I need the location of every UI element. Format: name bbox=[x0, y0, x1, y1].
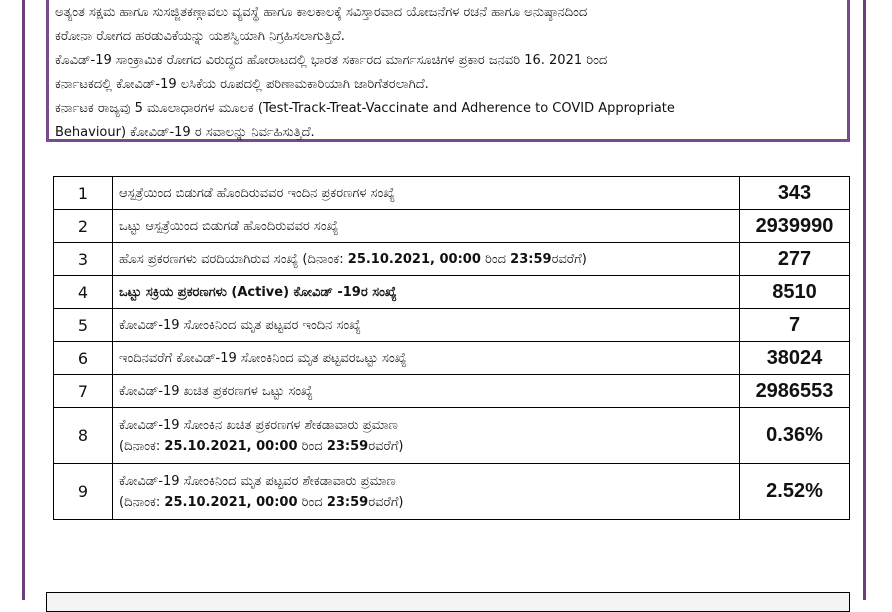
intro-line: ಕರ್ನಾಟಕದಲ್ಲಿ ಕೋವಿಡ್-19 ಲಸಿಕೆಯ ರೂಪದಲ್ಲಿ ಪರಿಣಾಮಕಾರಿಯಾಗಿ ಜಾರಿಗೆತರಲಾಗಿದೆ. bbox=[55, 77, 429, 92]
intro-line: ಕರ್ನಾಟಕ ರಾಜ್ಯವು 5 ಮೂಲಾಧಾರಗಳ ಮೂಲಕ (Test-Track-Treat-Vaccinate and Adherence to COVID Appropriate bbox=[55, 101, 675, 116]
table-row bbox=[54, 408, 850, 464]
date-text: 25.10.2021, 00:00 bbox=[164, 438, 298, 454]
time-text: 23:59 bbox=[326, 494, 369, 510]
desc-text: ರವರೆಗೆ) bbox=[551, 251, 587, 267]
row-description bbox=[113, 408, 740, 464]
intro-line: ಕರೋನಾ ರೋಗದ ಹರಡುವಿಕೆಯನ್ನು ಯಶಸ್ವಿಯಾಗಿ ನಿಗ್ರಹಿಸಲಾಗುತ್ತಿದೆ. bbox=[55, 29, 345, 44]
date-range bbox=[119, 439, 733, 454]
table-row bbox=[54, 177, 850, 210]
row-description: ಆಸ್ಪತ್ರೆಯಿಂದ ಬಿಡುಗಡೆ ಹೊಂದಿರುವವರ ಇಂದಿನ ಪ್ರಕರಣಗಳ ಸಂಖ್ಯೆ bbox=[113, 177, 740, 210]
row-value: 343 bbox=[740, 177, 850, 210]
desc-text: (ದಿನಾಂಕ: bbox=[119, 494, 165, 510]
page-border-right bbox=[863, 0, 866, 600]
row-value: 0.36% bbox=[740, 408, 850, 464]
table-row bbox=[54, 342, 850, 375]
time-text: 23:59 bbox=[326, 438, 369, 454]
intro-box bbox=[46, 0, 850, 142]
row-description: ಒಟ್ಟು ಆಸ್ಪತ್ರೆಯಿಂದ ಬಿಡುಗಡೆ ಹೊಂದಿರುವವರ ಸಂಖ್ಯೆ bbox=[113, 210, 740, 243]
row-number: 4 bbox=[54, 276, 113, 309]
row-number: 6 bbox=[54, 342, 113, 375]
desc-text: ರಿಂದ bbox=[297, 494, 327, 510]
row-number: 2 bbox=[54, 210, 113, 243]
row-description: ಕೋವಿಡ್-19 ಸೋಂಕಿನಿಂದ ಮೃತ ಪಟ್ಟವರ ಇಂದಿನ ಸಂಖ್ಯೆ bbox=[113, 309, 740, 342]
desc-text: ರವರೆಗೆ) bbox=[368, 494, 404, 510]
desc-text: ಕೋವಿಡ್-19 ಸೋಂಕಿನ ಖಚಿತ ಪ್ರಕರಣಗಳ ಶೇಕಡಾವಾರು ಪ್ರಮಾಣ bbox=[119, 417, 398, 433]
table-row bbox=[54, 375, 850, 408]
desc-text: ರಿಂದ bbox=[297, 438, 327, 454]
row-number: 1 bbox=[54, 177, 113, 210]
desc-text: (ದಿನಾಂಕ: bbox=[119, 438, 165, 454]
row-description bbox=[113, 464, 740, 520]
row-description bbox=[113, 243, 740, 276]
row-number: 8 bbox=[54, 408, 113, 464]
row-description bbox=[113, 276, 740, 309]
row-value: 2986553 bbox=[740, 375, 850, 408]
intro-line: ಅತ್ಯಂತ ಸಕ್ಷಮ ಹಾಗೂ ಸುಸಜ್ಜಿತಕಣ್ಗಾವಲು ವ್ಯವಸ್ಥೆ ಹಾಗೂ ಕಾಲಕಾಲಕ್ಕೆ ಸವಿಸ್ತಾರವಾದ ಯೋಜನೆಗಳ ರಚನೆ ಹಾಗೂ ಅನುಷ್ಠಾನದಿಂದ bbox=[55, 5, 588, 20]
desc-text: ರಿಂದ bbox=[480, 251, 511, 267]
table-row bbox=[54, 243, 850, 276]
table-row bbox=[54, 309, 850, 342]
next-table-header bbox=[46, 592, 850, 612]
intro-line: Behaviour) ಕೋವಿಡ್-19 ರ ಸವಾಲನ್ನು ನಿರ್ವಹಿಸುತ್ತಿದೆ. bbox=[55, 125, 315, 140]
time-text: 23:59 bbox=[510, 251, 552, 267]
date-range bbox=[119, 495, 733, 510]
row-value: 2.52% bbox=[740, 464, 850, 520]
desc-text: ಹೊಸ ಪ್ರಕರಣಗಳು ವರದಿಯಾಗಿರುವ ಸಂಖ್ಯೆ (ದಿನಾಂಕ: bbox=[119, 251, 348, 267]
row-value: 277 bbox=[740, 243, 850, 276]
row-value: 38024 bbox=[740, 342, 850, 375]
row-value: 8510 bbox=[740, 276, 850, 309]
date-text: 25.10.2021, 00:00 bbox=[347, 251, 481, 267]
row-value: 7 bbox=[740, 309, 850, 342]
table-row bbox=[54, 276, 850, 309]
desc-text: ರವರೆಗೆ) bbox=[368, 438, 404, 454]
desc-text: ಒಟ್ಟು ಸಕ್ರಿಯ ಪ್ರಕರಣಗಳು (Active) ಕೋವಿಡ್ -19ರ ಸಂಖ್ಯೆ bbox=[119, 284, 397, 300]
table-row bbox=[54, 464, 850, 520]
row-description: ಇಂದಿನವರೆಗೆ ಕೋವಿಡ್-19 ಸೋಂಕಿನಿಂದ ಮೃತ ಪಟ್ಟವರಒಟ್ಟು ಸಂಖ್ಯೆ bbox=[113, 342, 740, 375]
table-row bbox=[54, 210, 850, 243]
date-text: 25.10.2021, 00:00 bbox=[164, 494, 298, 510]
covid-stats-table bbox=[53, 176, 850, 520]
page-border-left bbox=[22, 0, 25, 600]
row-description: ಕೋವಿಡ್-19 ಖಚಿತ ಪ್ರಕರಣಗಳ ಒಟ್ಟು ಸಂಖ್ಯೆ bbox=[113, 375, 740, 408]
row-number: 9 bbox=[54, 464, 113, 520]
row-number: 3 bbox=[54, 243, 113, 276]
intro-line: ಕೊವಿಡ್-19 ಸಾಂಕ್ರಾಮಿಕ ರೋಗದ ವಿರುದ್ಧದ ಹೋರಾಟದಲ್ಲಿ ಭಾರತ ಸರ್ಕಾರದ ಮಾರ್ಗಸೂಚಿಗಳ ಪ್ರಕಾರ ಜನವರಿ 16. 2021 ರಿಂದ bbox=[55, 53, 608, 68]
row-number: 5 bbox=[54, 309, 113, 342]
row-number: 7 bbox=[54, 375, 113, 408]
row-value: 2939990 bbox=[740, 210, 850, 243]
desc-text: ಕೋವಿಡ್-19 ಸೋಂಕಿನಿಂದ ಮೃತ ಪಟ್ಟವರ ಶೇಕಡಾವಾರು ಪ್ರಮಾಣ bbox=[119, 473, 396, 489]
